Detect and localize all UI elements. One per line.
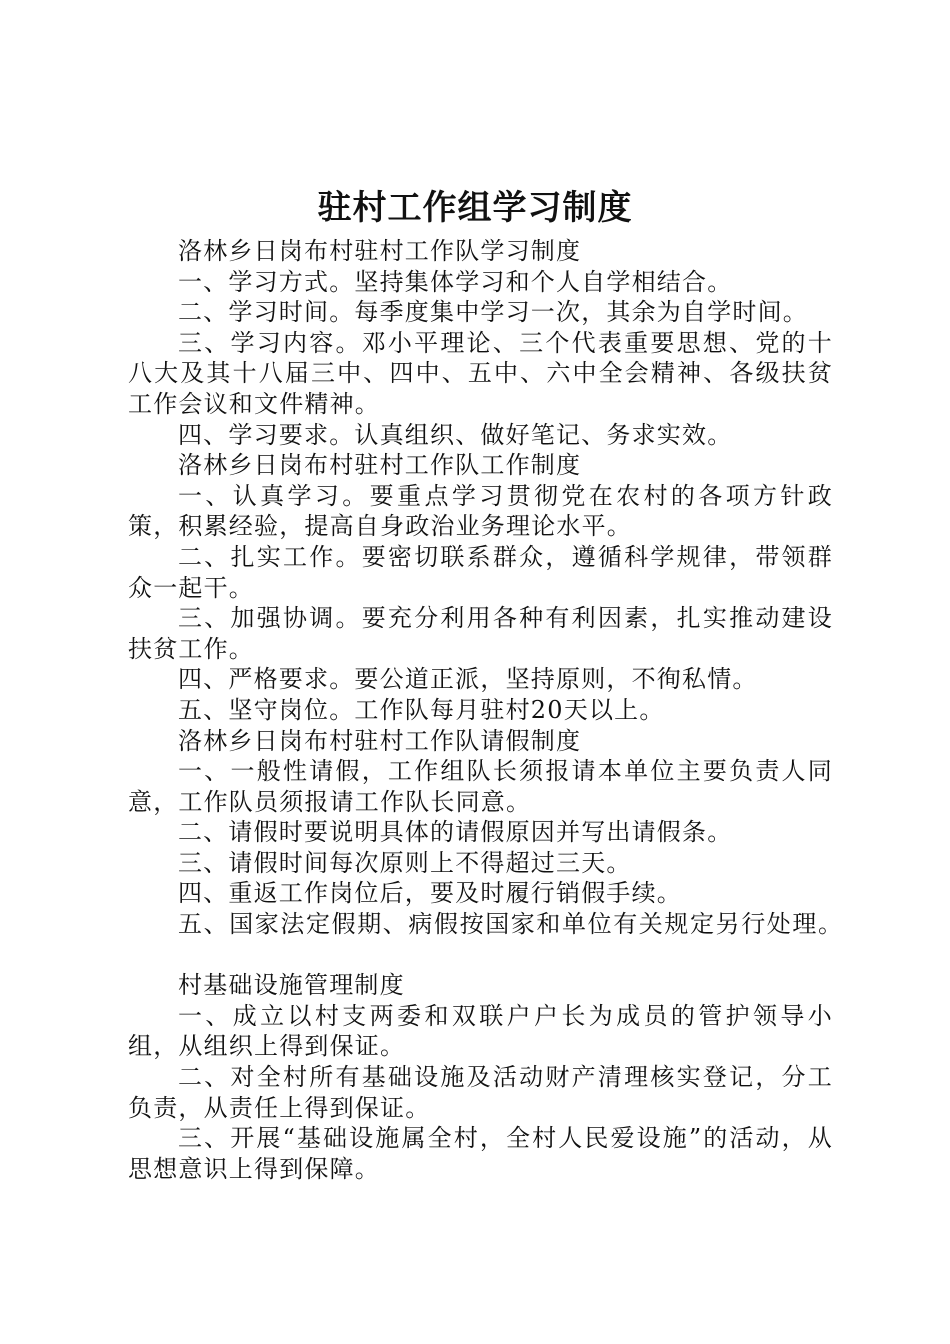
section-heading-work: 洛林乡日岗布村驻村工作队工作制度 [178, 451, 582, 480]
paragraph: 五、国家法定假期、病假按国家和单位有关规定另行处理。 [178, 910, 844, 939]
paragraph: 四、重返工作岗位后，要及时履行销假手续。 [178, 879, 682, 908]
section-heading-infrastructure: 村基础设施管理制度 [178, 971, 405, 1000]
paragraph: 一、认真学习。要重点学习贯彻党在农村的各项方针政策，积累经验，提高自身政治业务理论水平。 [128, 481, 833, 541]
paragraph-spacer [128, 940, 833, 971]
paragraph: 二、请假时要说明具体的请假原因并写出请假条。 [178, 818, 733, 847]
paragraph: 三、加强协调。要充分利用各种有利因素，扎实推动建设扶贫工作。 [128, 604, 833, 663]
paragraph: 四、严格要求。要公道正派，坚持原则，不徇私情。 [178, 665, 758, 694]
paragraph: 三、学习内容。邓小平理论、三个代表重要思想、党的十八大及其十八届三中、四中、五中、六中全会精神、各级扶贫工作会议和文件精神。 [128, 328, 833, 418]
paragraph: 一、成立以村支两委和双联户户长为成员的管护领导小组，从组织上得到保证。 [128, 1001, 833, 1061]
paragraph: 一、学习方式。坚持集体学习和个人自学相结合。 [178, 267, 733, 296]
paragraph: 二、扎实工作。要密切联系群众，遵循科学规律，带领群众一起干。 [128, 542, 833, 602]
section-heading-study: 洛林乡日岗布村驻村工作队学习制度 [178, 237, 582, 265]
paragraph: 四、学习要求。认真组织、做好笔记、务求实效。 [178, 420, 733, 449]
paragraph: 二、学习时间。每季度集中学习一次，其余为自学时间。 [178, 298, 808, 327]
paragraph: 二、对全村所有基础设施及活动财产清理核实登记，分工负责，从责任上得到保证。 [128, 1063, 833, 1122]
paragraph: 三、开展“基础设施属全村，全村人民爱设施”的活动，从思想意识上得到保障。 [128, 1124, 833, 1183]
document-body [128, 236, 844, 1184]
document-title: 驻村工作组学习制度 [317, 188, 633, 228]
paragraph: 一、一般性请假，工作组队长须报请本单位主要负责人同意，工作队员须报请工作队长同意。 [128, 757, 833, 816]
paragraph: 五、坚守岗位。工作队每月驻村20天以上。 [178, 695, 665, 724]
section-heading-leave: 洛林乡日岗布村驻村工作队请假制度 [178, 726, 582, 755]
paragraph: 三、请假时间每次原则上不得超过三天。 [178, 848, 632, 877]
